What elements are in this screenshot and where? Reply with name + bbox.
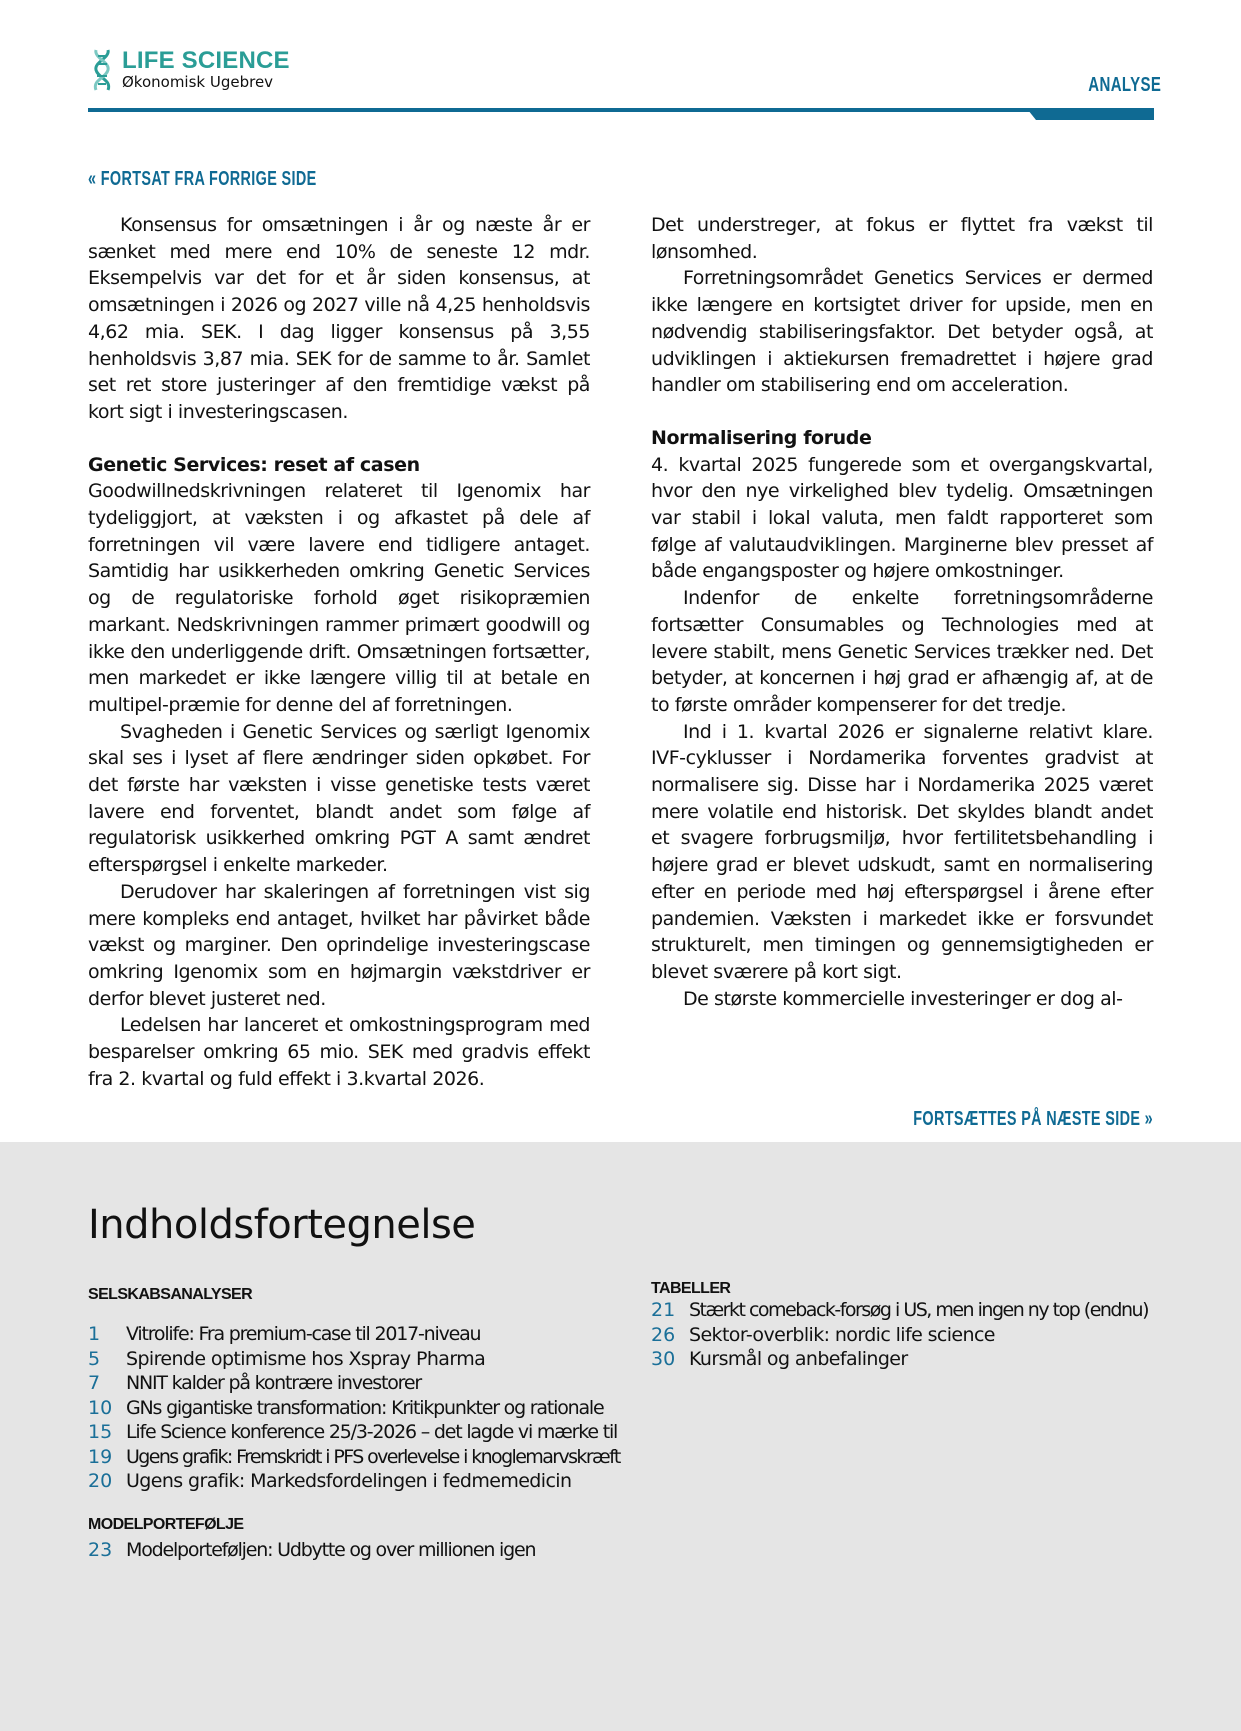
toc-page-number: 10	[88, 1396, 113, 1419]
toc-page-number: 23	[88, 1538, 113, 1561]
paragraph: Forretningsområdet Genetics Services er dermed ikke længere en kortsigtet driver for upside, men en nødvendig stabiliseringsfaktor. Det betyder også, at udviklingen i aktiekursen fremadrettet i højere grad handler om stabilisering end om acceleration.	[651, 267, 1153, 397]
section-heading: Genetic Services: reset af casen	[88, 453, 420, 476]
toc-item-label: Kursmål og anbefalinger	[689, 1348, 908, 1370]
toc-item-label: Life Science konference 25/3-2026 – det lagde vi mærke til	[126, 1421, 618, 1443]
logo-subtitle: Økonomisk Ugebrev	[122, 73, 274, 91]
toc-item-label: Vitrolife: Fra premium-case til 2017-niveau	[126, 1323, 481, 1345]
toc-page-number: 30	[651, 1348, 676, 1370]
toc-page-number: 19	[88, 1445, 113, 1468]
toc-item[interactable]	[88, 1469, 648, 1494]
paragraph: Goodwillnedskrivningen relateret til Igenomix har tydeliggjort, at væksten i og afkastet på dele af forretningen vil være lavere end tidligere antaget. Samtidig har usikkerheden omkring Genetic Services og de regulatoriske forhold øget risikopræmien markant. Nedskrivningen rammer primært goodwill og ikke den underliggende drift. Omsætningen fortsætter, men markedet er ikke længere villig til at betale en multipel-præmie for denne del af forretningen.	[88, 480, 590, 716]
toc-item-label: Ugens grafik: Markedsfordelingen i fedmemedicin	[126, 1470, 572, 1492]
toc-item[interactable]	[651, 1323, 1211, 1348]
paragraph: Det understreger, at fokus er flyttet fra vækst til lønsomhed.	[651, 214, 1153, 263]
toc-section-heading: SELSKABSANALYSER	[88, 1286, 253, 1303]
toc-item-label: NNIT kalder på kontrære investorer	[126, 1372, 421, 1394]
toc-page-number: 15	[88, 1421, 113, 1443]
paragraph: Ind i 1. kvartal 2026 er signalerne relativt klare. IVF-cyklusser i Nordamerika forventes gradvist at normalisere sig. Disse har i Nordamerika 2025 været mere volatile end historisk. Det skyldes blandt andet et svagere forbrugsmiljø, hvor fertilitetsbehandling i højere grad er blevet udskudt, samt en normalisering efter en periode med høj efterspørgsel i årene efter pandemien. Væksten i markedet ikke er forsvundet strukturelt, men timingen og gennemsigtigheden er blevet sværere på kort sigt.	[651, 720, 1153, 983]
section-label: ANALYSE	[1088, 74, 1161, 96]
toc-page-number: 20	[88, 1470, 113, 1492]
toc-page-number: 1	[88, 1323, 101, 1345]
toc-page-number: 7	[88, 1372, 101, 1394]
toc-item[interactable]	[88, 1538, 648, 1563]
toc-item-label: Modelporteføljen: Udbytte og over millionen igen	[126, 1538, 536, 1561]
section-heading: Normalisering forude	[651, 426, 872, 449]
dna-helix-icon	[88, 48, 116, 92]
toc-title: Indholdsfortegnelse	[88, 1202, 476, 1248]
toc-item[interactable]	[88, 1396, 648, 1421]
toc-item-label: Stærkt comeback-forsøg i US, men ingen ny top (endnu)	[689, 1299, 1148, 1321]
toc-item[interactable]	[88, 1347, 648, 1372]
toc-item[interactable]	[88, 1371, 648, 1396]
toc-item[interactable]	[88, 1322, 648, 1347]
paragraph: Derudover har skaleringen af forretningen vist sig mere kompleks end antaget, hvilket har påvirket både vækst og marginer. Den oprindelige investeringscase omkring Igenomix som en højmargin vækstdriver er derfor blevet justeret ned.	[88, 880, 590, 1010]
article-column-left	[88, 212, 590, 1093]
toc-page-number: 5	[88, 1347, 101, 1370]
toc-section-heading: TABELLER	[651, 1280, 731, 1297]
continued-to-link[interactable]: FORTSÆTTES PÅ NÆSTE SIDE »	[913, 1108, 1153, 1130]
paragraph: Konsensus for omsætningen i år og næste år er sænket med mere end 10% de seneste 12 mdr. Eksempelvis var det for et år siden konsensus, at omsætningen i 2026 og 2027 ville nå 4,25 henholdsvis 4,62 mia. SEK. I dag ligger konsensus på 3,55 henholdsvis 3,87 mia. SEK for de samme to år. Samlet set ret store justeringer af den fremtidige vækst på kort sigt i investeringscasen.	[88, 214, 590, 423]
page-header	[0, 0, 1241, 130]
toc-item[interactable]	[651, 1298, 1211, 1323]
logo[interactable]	[88, 48, 290, 92]
paragraph: De største kommercielle investeringer er dog al-	[683, 987, 1123, 1010]
toc-item-label: Ugens grafik: Fremskridt i PFS overlevelse i knoglemarvskræft	[126, 1445, 620, 1468]
toc-item[interactable]	[88, 1445, 648, 1470]
toc-item-label: Spirende optimisme hos Xspray Pharma	[126, 1347, 486, 1370]
paragraph: Indenfor de enkelte forretningsområderne fortsætter Consumables og Technologies med at levere stabilt, mens Genetic Services trækker ned. Det betyder, at koncernen i høj grad er afhængig af, at de to første områder kompenserer for det tredje.	[651, 587, 1153, 716]
paragraph: Ledelsen har lanceret et omkostningsprogram med besparelser omkring 65 mio. SEK med gradvis effekt fra 2. kvartal og fuld effekt i 3.kvartal 2026.	[88, 1014, 590, 1090]
toc-page-number: 21	[651, 1299, 676, 1321]
header-tab-accent	[1028, 110, 1154, 120]
logo-title: LIFE SCIENCE	[122, 47, 290, 74]
toc-section-heading: MODELPORTEFØLJE	[88, 1515, 244, 1533]
continued-from-link[interactable]: « FORTSAT FRA FORRIGE SIDE	[88, 168, 317, 190]
toc-page-number: 26	[651, 1323, 676, 1346]
header-divider	[88, 108, 1154, 112]
table-of-contents	[0, 1142, 1241, 1731]
toc-column-left	[88, 1286, 648, 1562]
toc-item[interactable]	[651, 1347, 1211, 1372]
toc-column-right	[651, 1280, 1211, 1372]
toc-item-label: GNs gigantiske transformation: Kritikpunkter og rationale	[126, 1396, 604, 1419]
toc-item-label: Sektor-overblik: nordic life science	[689, 1323, 995, 1346]
article-column-right	[651, 212, 1153, 1012]
paragraph: Svagheden i Genetic Services og særligt Igenomix skal ses i lyset af flere ændringer siden opkøbet. For det første har væksten i visse genetiske tests været lavere end forventet, blandt andet som følge af regulatorisk usikkerhed omkring PGT A samt ændret efterspørgsel i enkelte markeder.	[88, 720, 590, 877]
toc-item[interactable]	[88, 1420, 648, 1445]
paragraph: 4. kvartal 2025 fungerede som et overgangskvartal, hvor den nye virkelighed blev tydelig. Omsætningen var stabil i lokal valuta, men faldt rapporteret som følge af valutaudviklingen. Marginerne blev presset af både engangsposter og højere omkostninger.	[651, 453, 1153, 583]
